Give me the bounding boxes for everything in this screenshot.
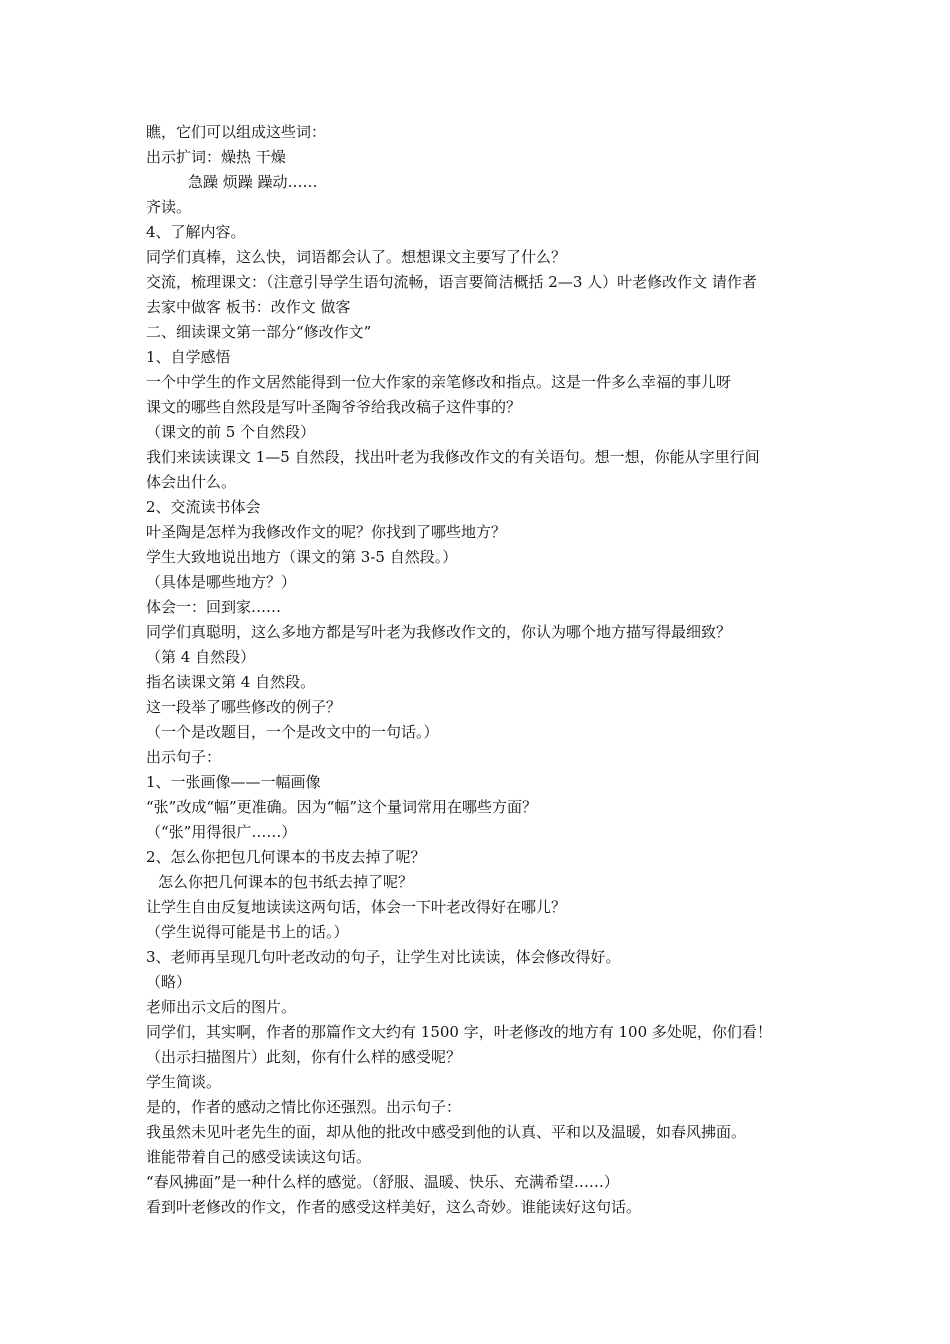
- text-line: （具体是哪些地方？）: [146, 573, 297, 591]
- text-line: 同学们真聪明，这么多地方都是写叶老为我修改作文的，你认为哪个地方描写得最细致？: [146, 623, 732, 641]
- text-line: “张”改成“幅”更准确。因为“幅”这个量词常用在哪些方面？: [146, 798, 538, 816]
- text-line: 3、老师再呈现几句叶老改动的句子，让学生对比读读，体会修改得好。: [146, 948, 621, 966]
- text-line: （略）: [146, 973, 192, 991]
- text-line: 学生大致地说出地方（课文的第 3-5 自然段。）: [146, 548, 458, 566]
- text-line: 谁能带着自己的感受读读这句话。: [146, 1148, 372, 1166]
- text-line: 体会出什么。: [146, 473, 237, 491]
- text-line: 这一段举了哪些修改的例子？: [146, 698, 342, 716]
- text-line: 怎么你把几何课本的包书纸去掉了呢？: [158, 873, 414, 891]
- text-line: 急躁 烦躁 躁动……: [188, 173, 318, 191]
- text-line: “春风拂面”是一种什么样的感觉。（舒服、温暖、快乐、充满希望……）: [146, 1173, 619, 1191]
- text-line: 瞧，它们可以组成这些词：: [146, 123, 327, 141]
- text-line: 我们来读读课文 1—5 自然段，找出叶老为我修改作文的有关语句。想一想，你能从字里行间: [146, 448, 760, 466]
- text-line: 同学们，其实啊，作者的那篇作文大约有 1500 字，叶老修改的地方有 100 多处呢，你们看！: [146, 1023, 772, 1041]
- text-line: 交流，梳理课文：（注意引导学生语句流畅，语言要简洁概括 2—3 人）叶老修改作文 请作者: [146, 273, 757, 291]
- text-line: （学生说得可能是书上的话。）: [146, 923, 349, 941]
- text-line: （第 4 自然段）: [146, 648, 256, 666]
- text-line: 体会一：回到家……: [146, 598, 282, 616]
- text-line: 老师出示文后的图片。: [146, 998, 297, 1016]
- text-line: （“张”用得很广……）: [146, 823, 297, 841]
- text-line: 学生简谈。: [146, 1073, 222, 1091]
- text-line: 同学们真棒，这么快，词语都会认了。想想课文主要写了什么？: [146, 248, 567, 266]
- text-line: 1、自学感悟: [146, 348, 231, 366]
- document-body: [146, 120, 814, 1220]
- text-line: 指名读课文第 4 自然段。: [146, 673, 316, 691]
- text-line: 2、怎么你把包几何课本的书皮去掉了呢？: [146, 848, 426, 866]
- text-line: 二、细读课文第一部分“修改作文”: [146, 323, 372, 341]
- text-line: 看到叶老修改的作文，作者的感受这样美好，这么奇妙。谁能读好这句话。: [146, 1198, 642, 1216]
- text-line: 出示扩词：燥热 干燥: [146, 148, 286, 166]
- text-line: 1、一张画像——一幅画像: [146, 773, 321, 791]
- text-line: （出示扫描图片）此刻，你有什么样的感受呢？: [146, 1048, 462, 1066]
- text-line: 2、交流读书体会: [146, 498, 261, 516]
- text-line: 去家中做客 板书：改作文 做客: [146, 298, 351, 316]
- text-line: 出示句子：: [146, 748, 222, 766]
- text-line: （一个是改题目，一个是改文中的一句话。）: [146, 723, 439, 741]
- text-line: 叶圣陶是怎样为我修改作文的呢？你找到了哪些地方？: [146, 523, 507, 541]
- text-line: （课文的前 5 个自然段）: [146, 423, 316, 441]
- text-line: 我虽然未见叶老先生的面，却从他的批改中感受到他的认真、平和以及温暖，如春风拂面。: [146, 1123, 747, 1141]
- text-line: 4、了解内容。: [146, 223, 246, 241]
- text-line: 让学生自由反复地读读这两句话，体会一下叶老改得好在哪儿？: [146, 898, 567, 916]
- text-line: 齐读。: [146, 198, 192, 216]
- text-line: 一个中学生的作文居然能得到一位大作家的亲笔修改和指点。这是一件多么幸福的事儿呀: [146, 373, 732, 391]
- text-line: 课文的哪些自然段是写叶圣陶爷爷给我改稿子这件事的？: [146, 398, 522, 416]
- text-line: 是的，作者的感动之情比你还强烈。出示句子：: [146, 1098, 462, 1116]
